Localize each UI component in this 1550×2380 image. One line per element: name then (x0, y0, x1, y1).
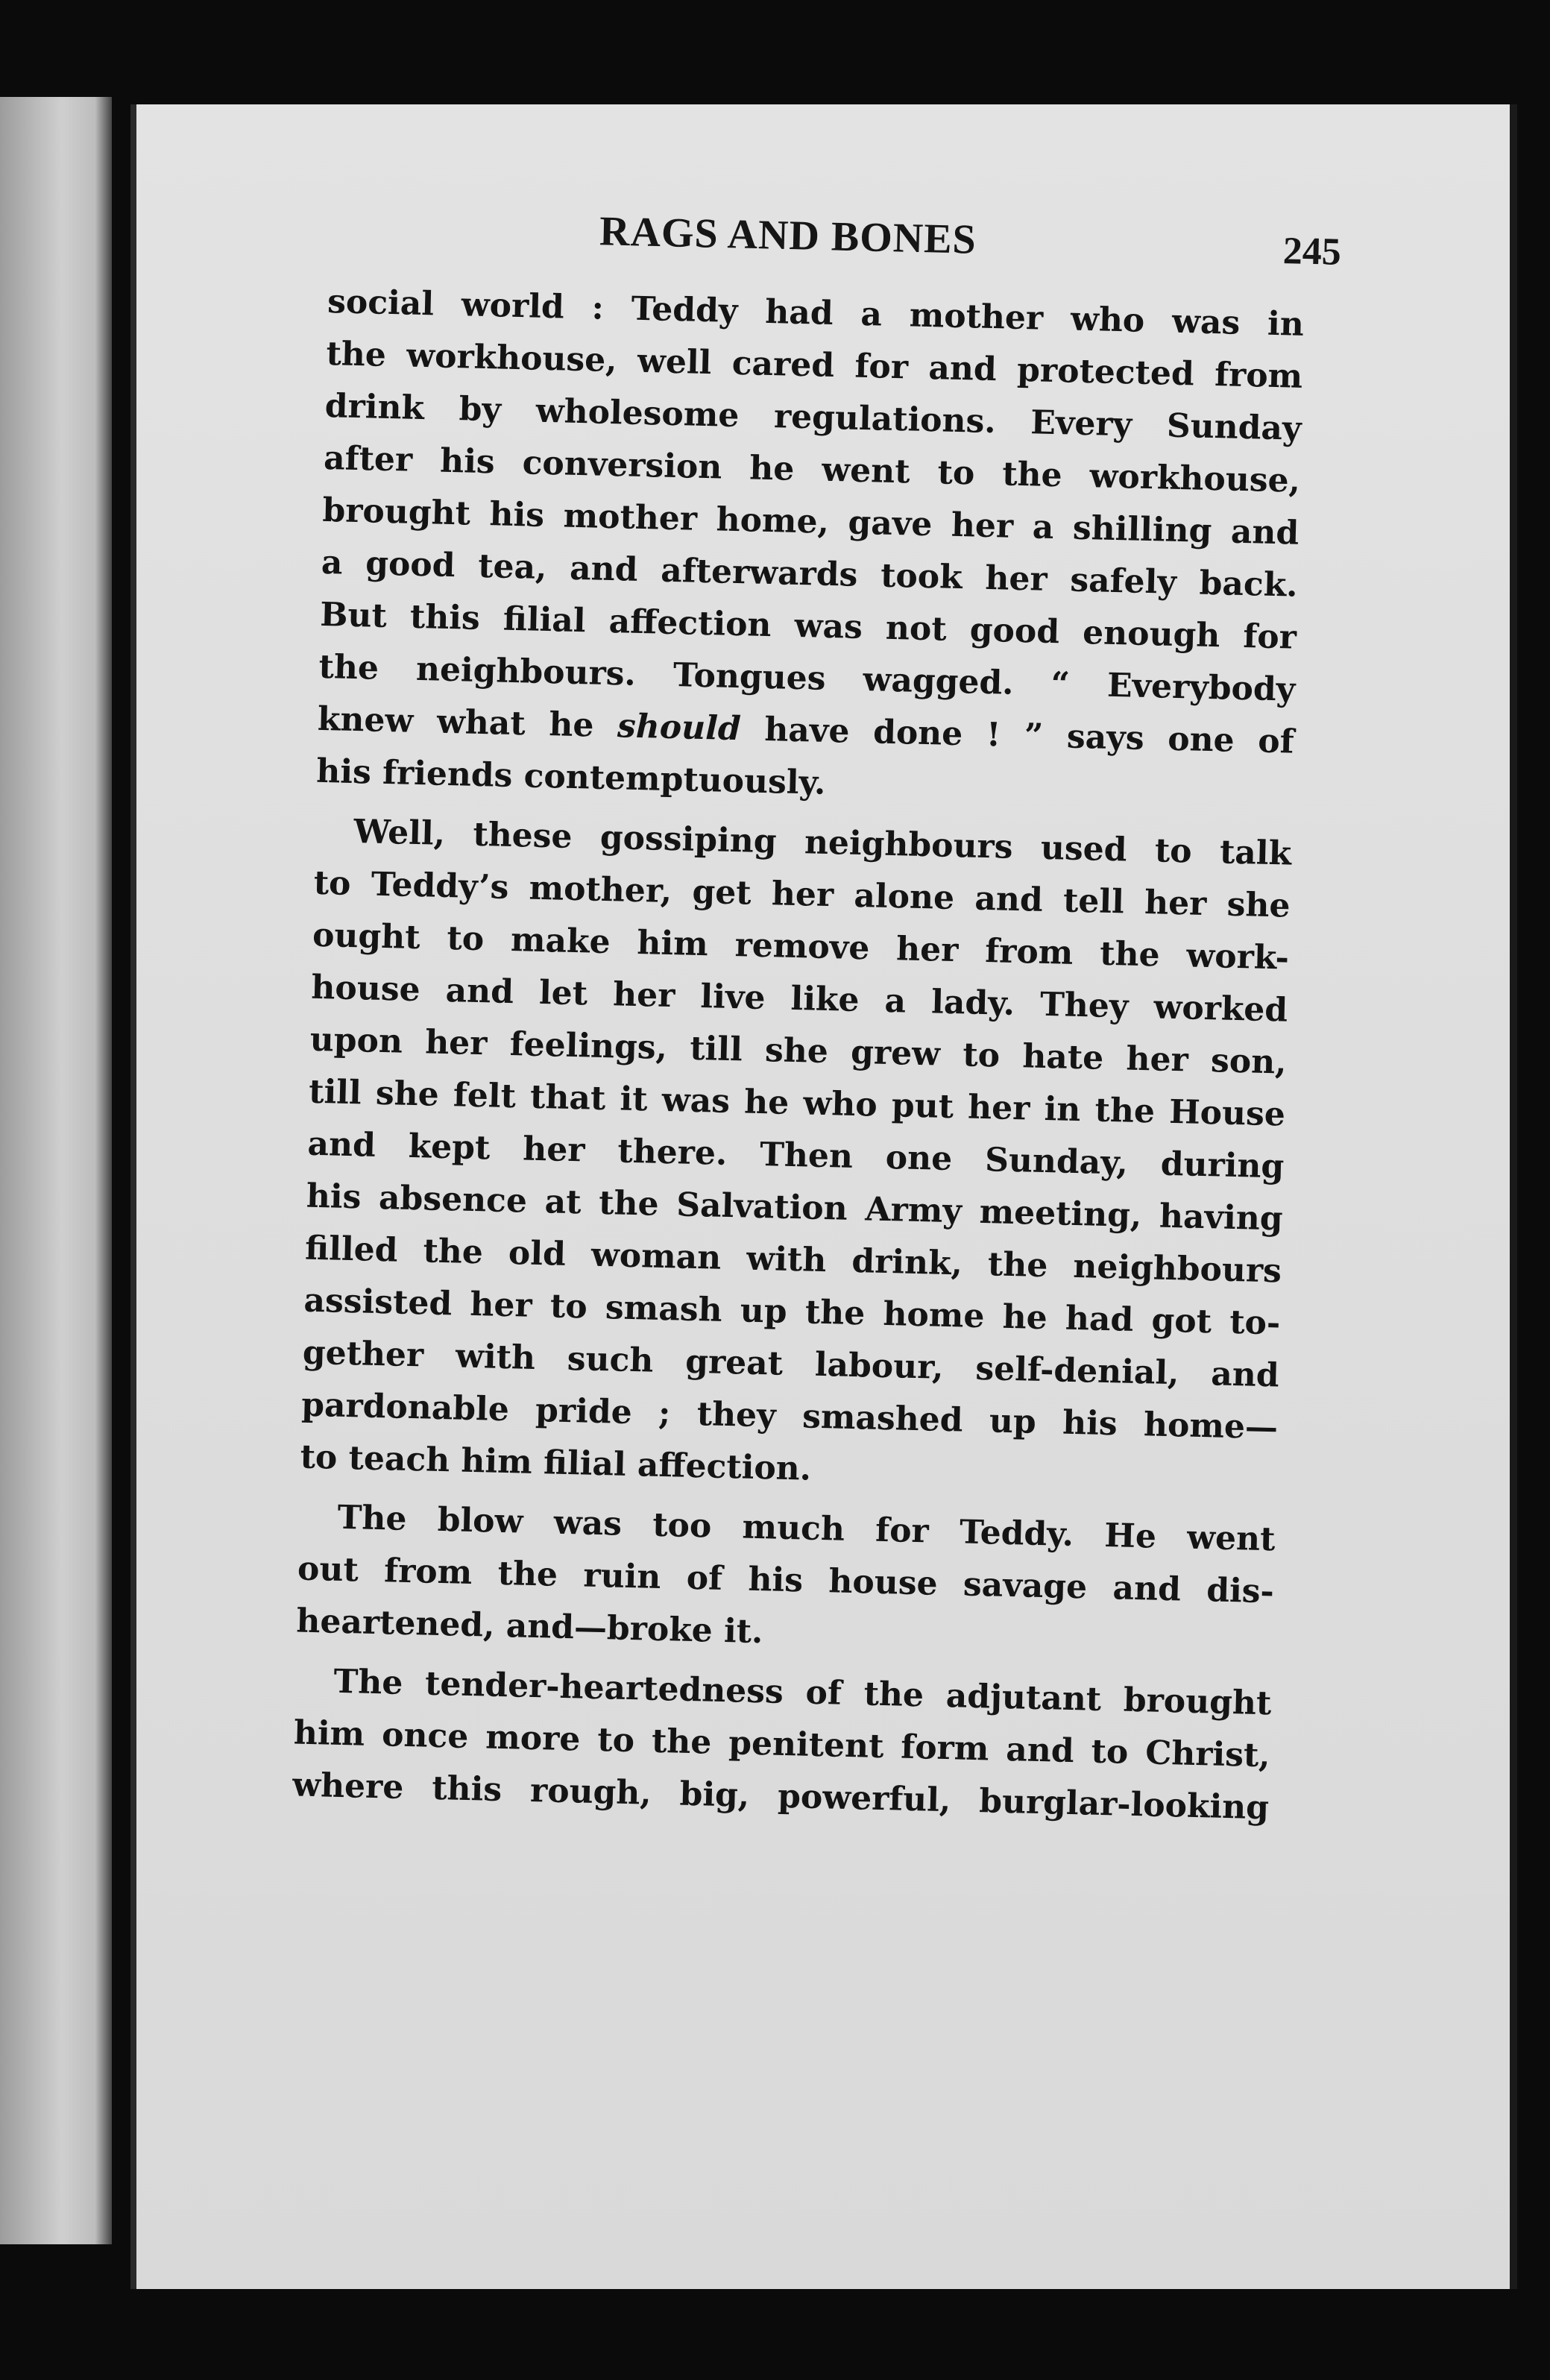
text-line: a good tea, and afterwards took her safely back. (321, 543, 1299, 605)
text-line: to teach him filial affection. (300, 1438, 812, 1488)
text-line: assisted her to smash up the home he had got to- (303, 1281, 1281, 1343)
facing-page-edge (0, 97, 112, 2244)
text-line: social world : Teddy had a mother who was in (327, 282, 1305, 344)
text-line: his friends contemptuously. (315, 752, 826, 802)
body-text (292, 276, 1304, 1842)
text-line: the workhouse, well cared for and protected from (325, 334, 1303, 396)
italic-word: should (617, 707, 742, 749)
text-line: till she felt that it was he who put her in the House (308, 1072, 1286, 1134)
text-line: heartened, and—broke it. (295, 1602, 764, 1652)
paragraph-2 (300, 805, 1292, 1507)
text-line: gether with such great labour, self-denial, and (302, 1333, 1280, 1395)
text-line: the neighbours. Tongues wagged. “ Everybody (318, 647, 1296, 709)
text-line: after his conversion he went to the workhouse, (323, 438, 1301, 500)
text-line: him once more to the penitent form and to Christ, (293, 1713, 1271, 1775)
paragraph-3 (296, 1491, 1276, 1671)
text-line: where this rough, big, powerful, burglar-looking (292, 1766, 1270, 1828)
text-line: But this filial affection was not good enough for (319, 595, 1297, 657)
text-line: filled the old woman with drink, the neighbours (304, 1229, 1282, 1291)
text-line: and kept her there. Then one Sunday, during (306, 1124, 1285, 1186)
text-line: ought to make him remove her from the work- (312, 916, 1290, 978)
text-segment: have done ! ” says one of (763, 710, 1295, 761)
text-line: out from the ruin of his house savage and dis- (297, 1549, 1275, 1611)
paragraph-1 (316, 276, 1305, 821)
running-title: RAGS AND BONES (599, 208, 977, 263)
paragraph-4 (292, 1655, 1272, 1834)
text-line: pardonable pride ; they smashed up his home— (300, 1385, 1279, 1447)
text-line: brought his mother home, gave her a shilling and (321, 491, 1299, 552)
text-line: The blow was too much for Teddy. He went (337, 1498, 1276, 1559)
text-line: drink by wholesome regulations. Every Sunday (324, 386, 1302, 448)
text-line: The tender-heartedness of the adjutant brought (333, 1662, 1272, 1723)
text-line: Well, these gossiping neighbours used to talk (353, 813, 1292, 873)
text-line: upon her feelings, till she grew to hate her son, (309, 1020, 1288, 1082)
text-line: his absence at the Salvation Army meeting, having (306, 1177, 1284, 1238)
page-number: 245 (1282, 230, 1342, 274)
text-line: to Teddy’s mother, get her alone and tell her she (313, 863, 1291, 925)
text-segment: knew what he (317, 699, 595, 745)
text-line: house and let her live like a lady. They worked (310, 968, 1288, 1030)
